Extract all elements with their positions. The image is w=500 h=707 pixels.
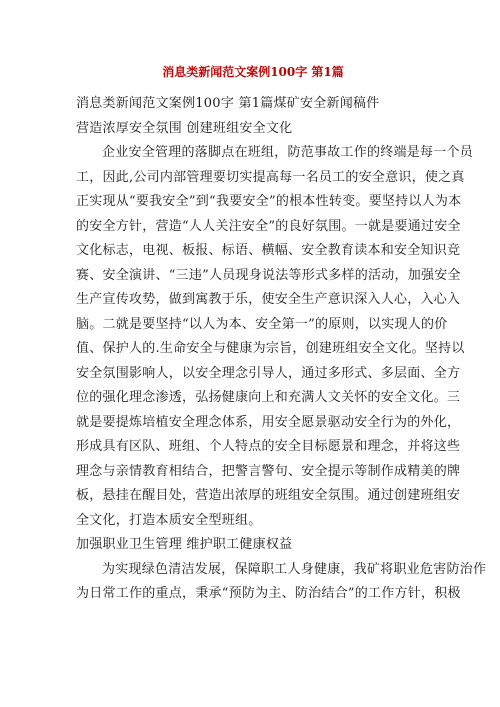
paragraph-line: 值、保护人的.生命安全与健康为宗旨，创建班组安全文化。坚持以 [76,341,465,356]
paragraph-line: 为日常工作的重点，秉承“预防为主、防治结合”的工作方针，积极 [76,586,461,601]
paragraph-line: 正实现从“要我安全”到“我要安全”的根本性转变。要坚持以人为本 [76,194,462,209]
paragraph-line: 的安全方针，营造“人人关注安全”的良好氛围。一就是要通过安全 [76,218,461,234]
paragraph-line: 理念与亲情教育相结合，把警言警句、安全提示等制作成精美的牌 [76,463,461,479]
document-subtitle: 消息类新闻范文案例100字 第1篇煤矿安全新闻稿件 [76,96,380,111]
section-heading-occupational-health: 加强职业卫生管理 维护职工健康权益 [76,537,293,552]
paragraph-line: 全文化，打造本质安全型班组。 [76,512,262,528]
paragraph-line: 企业安全管理的落脚点在班组，防范事故工作的终端是每一个员 [102,145,474,160]
paragraph-line: 为实现绿色清洁发展，保障职工人身健康，我矿将职业危害防治作 [102,561,487,577]
paragraph-line: 文化标志，电视、板报、标语、横幅、安全教育读本和安全知识竞 [76,243,461,258]
section-body-safety-culture [76,141,474,533]
paragraph-line: 形成具有区队、班组、个人特点的安全目标愿景和理念，并将这些 [76,439,461,454]
paragraph-line: 脑。二就是要坚持“以人为本、安全第一”的原则，以实现人的价 [76,316,448,332]
paragraph-line: 就是要提炼培植安全理念体系，用安全愿景驱动安全行为的外化， [76,414,461,430]
paragraph-line: 赛、安全演讲、“三违”人员现身说法等形式多样的活动，加强安全 [76,267,461,283]
paragraph-line: 生产宣传攻势，做到寓教于乐，使安全生产意识深入人心，入心入 [76,292,461,307]
paragraph-line: 工，因此,公司内部管理要切实提高每一名员工的安全意识，使之真 [76,169,465,185]
section-heading-safety-culture: 营造浓厚安全氛围 创建班组安全文化 [76,120,293,136]
paragraph-line: 安全氛围影响人，以安全理念引导人，通过多形式、多层面、全方 [76,365,461,381]
section-body-occupational-health [76,558,487,607]
paragraph-line: 板，悬挂在醒目处，营造出浓厚的班组安全氛围。通过创建班组安 [76,488,461,503]
paragraph-line: 位的强化理念渗透，弘扬健康向上和充满人文关怀的安全文化。三 [76,390,461,405]
document-title: 消息类新闻范文案例100字 第1篇 [162,65,344,79]
